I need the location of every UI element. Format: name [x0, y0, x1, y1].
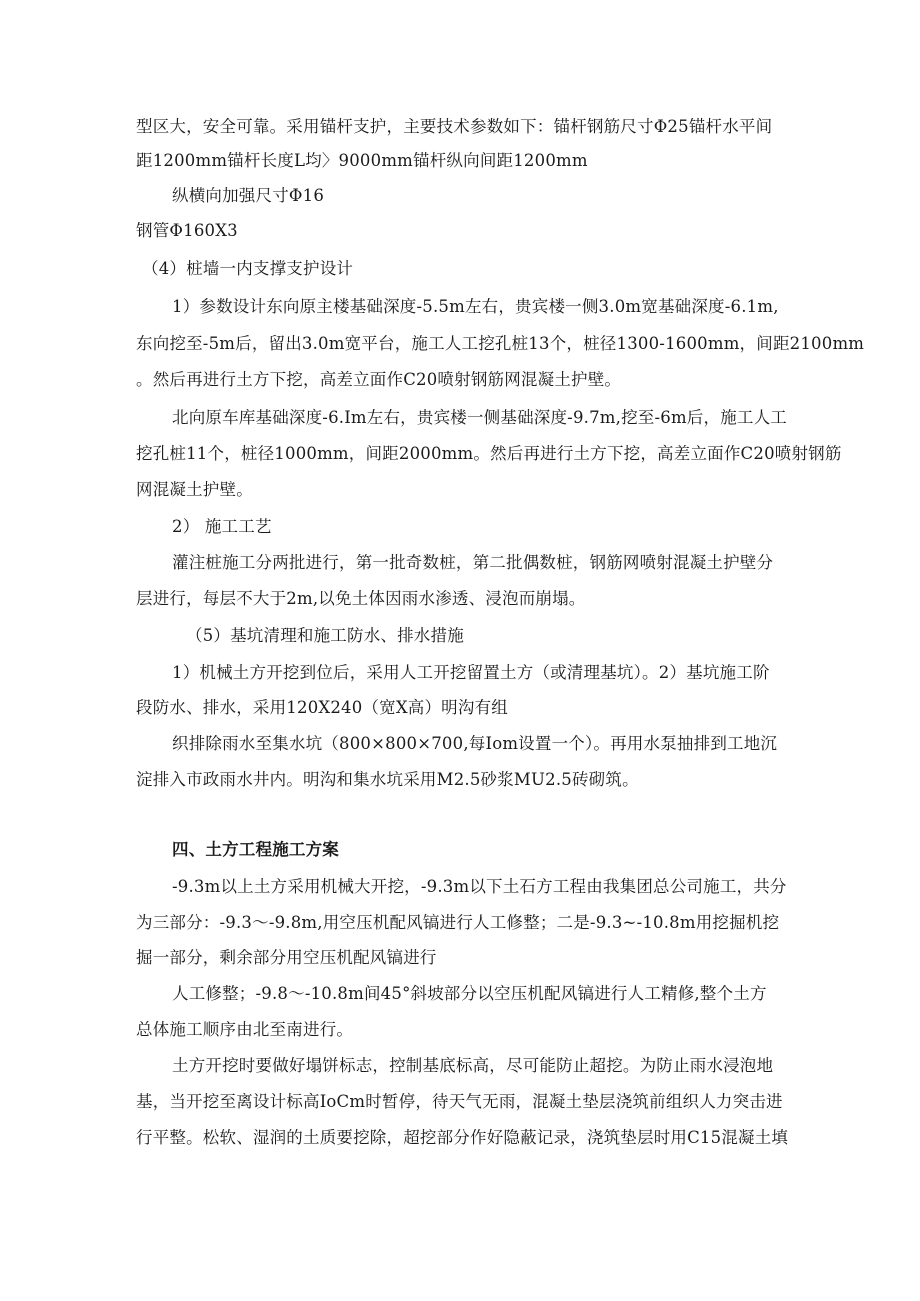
section-heading: （4）桩墙一内支撑支护设计	[142, 259, 354, 278]
text-line: 为三部分：-9.3～-9.8m,用空压机配风镐进行人工修整；二是-9.3~-10.8m用挖掘机挖	[136, 913, 780, 932]
text-line: 网混凝土护壁。	[136, 480, 253, 499]
text-line: 层进行，每层不大于2m,以免土体因雨水渗透、浸泡而崩塌。	[136, 589, 586, 608]
text-line: 人工修整；-9.8～-10.8m间45°斜坡部分以空压机配风镐进行人工精修,整个土方	[172, 984, 767, 1003]
text-line: 东向挖至-5m后，留出3.0m宽平台，施工人工挖孔桩13个，桩径1300-1600mm，间距2100mm	[136, 334, 865, 353]
text-line: 。然后再进行土方下挖，高差立面作C20喷射钢筋网混凝土护壁。	[136, 370, 622, 389]
text-line: 行平整。松软、湿润的土质要挖除，超挖部分作好隐蔽记录，浇筑垫层时用C15混凝土填	[136, 1128, 789, 1147]
text-line: -9.3m以上土方采用机械大开挖，-9.3m以下土石方工程由我集团总公司施工，共分	[172, 877, 787, 896]
text-line: 距1200mm锚杆长度L均〉9000mm锚杆纵向间距1200mm	[136, 151, 588, 170]
text-line: 淀排入市政雨水井内。明沟和集水坑采用M2.5砂浆MU2.5砖砌筑。	[136, 770, 639, 789]
text-line: 1）机械土方开挖到位后，采用人工开挖留置土方（或清理基坑）。2）基坑施工阶	[172, 663, 770, 682]
text-line: 1）参数设计东向原主楼基础深度-5.5m左右，贵宾楼一侧3.0m宽基础深度-6.1m,	[172, 297, 779, 316]
text-line: 挖孔桩11个，桩径1000mm，间距2000mm。然后再进行土方下挖，高差立面作C20喷射钢筋	[136, 444, 842, 463]
text-line: 土方开挖时要做好塌饼标志，控制基底标高，尽可能防止超挖。为防止雨水浸泡地	[172, 1056, 774, 1075]
section-heading: （5）基坑清理和施工防水、排水措施	[186, 626, 464, 645]
text-line: 总体施工顺序由北至南进行。	[136, 1020, 354, 1039]
text-line: 基，当开挖至离设计标高IoCm时暂停，待天气无雨，混凝土垫层浇筑前组织人力突击进	[136, 1092, 783, 1111]
text-line: 型区大，安全可靠。采用锚杆支护，主要技术参数如下：锚杆钢筋尺寸Φ25锚杆水平间	[136, 117, 773, 136]
text-line: 段防水、排水，采用120X240（宽X高）明沟有组	[136, 698, 508, 717]
text-line: 织排除雨水至集水坑（800×800×700,每Iom设置一个）。再用水泵抽排到工地沉	[172, 734, 778, 753]
text-line: 钢管Φ160X3	[136, 221, 238, 240]
text-line: 北向原车库基础深度-6.Im左右，贵宾楼一侧基础深度-9.7m,挖至-6m后，施工人工	[172, 408, 788, 427]
text-line: 纵横向加强尺寸Φ16	[172, 186, 325, 205]
text-line: 掘一部分，剩余部分用空压机配风镐进行	[136, 948, 437, 967]
chapter-heading: 四、土方工程施工方案	[172, 840, 339, 859]
text-line: 灌注桩施工分两批进行，第一批奇数桩，第二批偶数桩，钢筋网喷射混凝土护壁分	[172, 553, 774, 572]
subsection-heading: 2） 施工工艺	[172, 517, 272, 536]
